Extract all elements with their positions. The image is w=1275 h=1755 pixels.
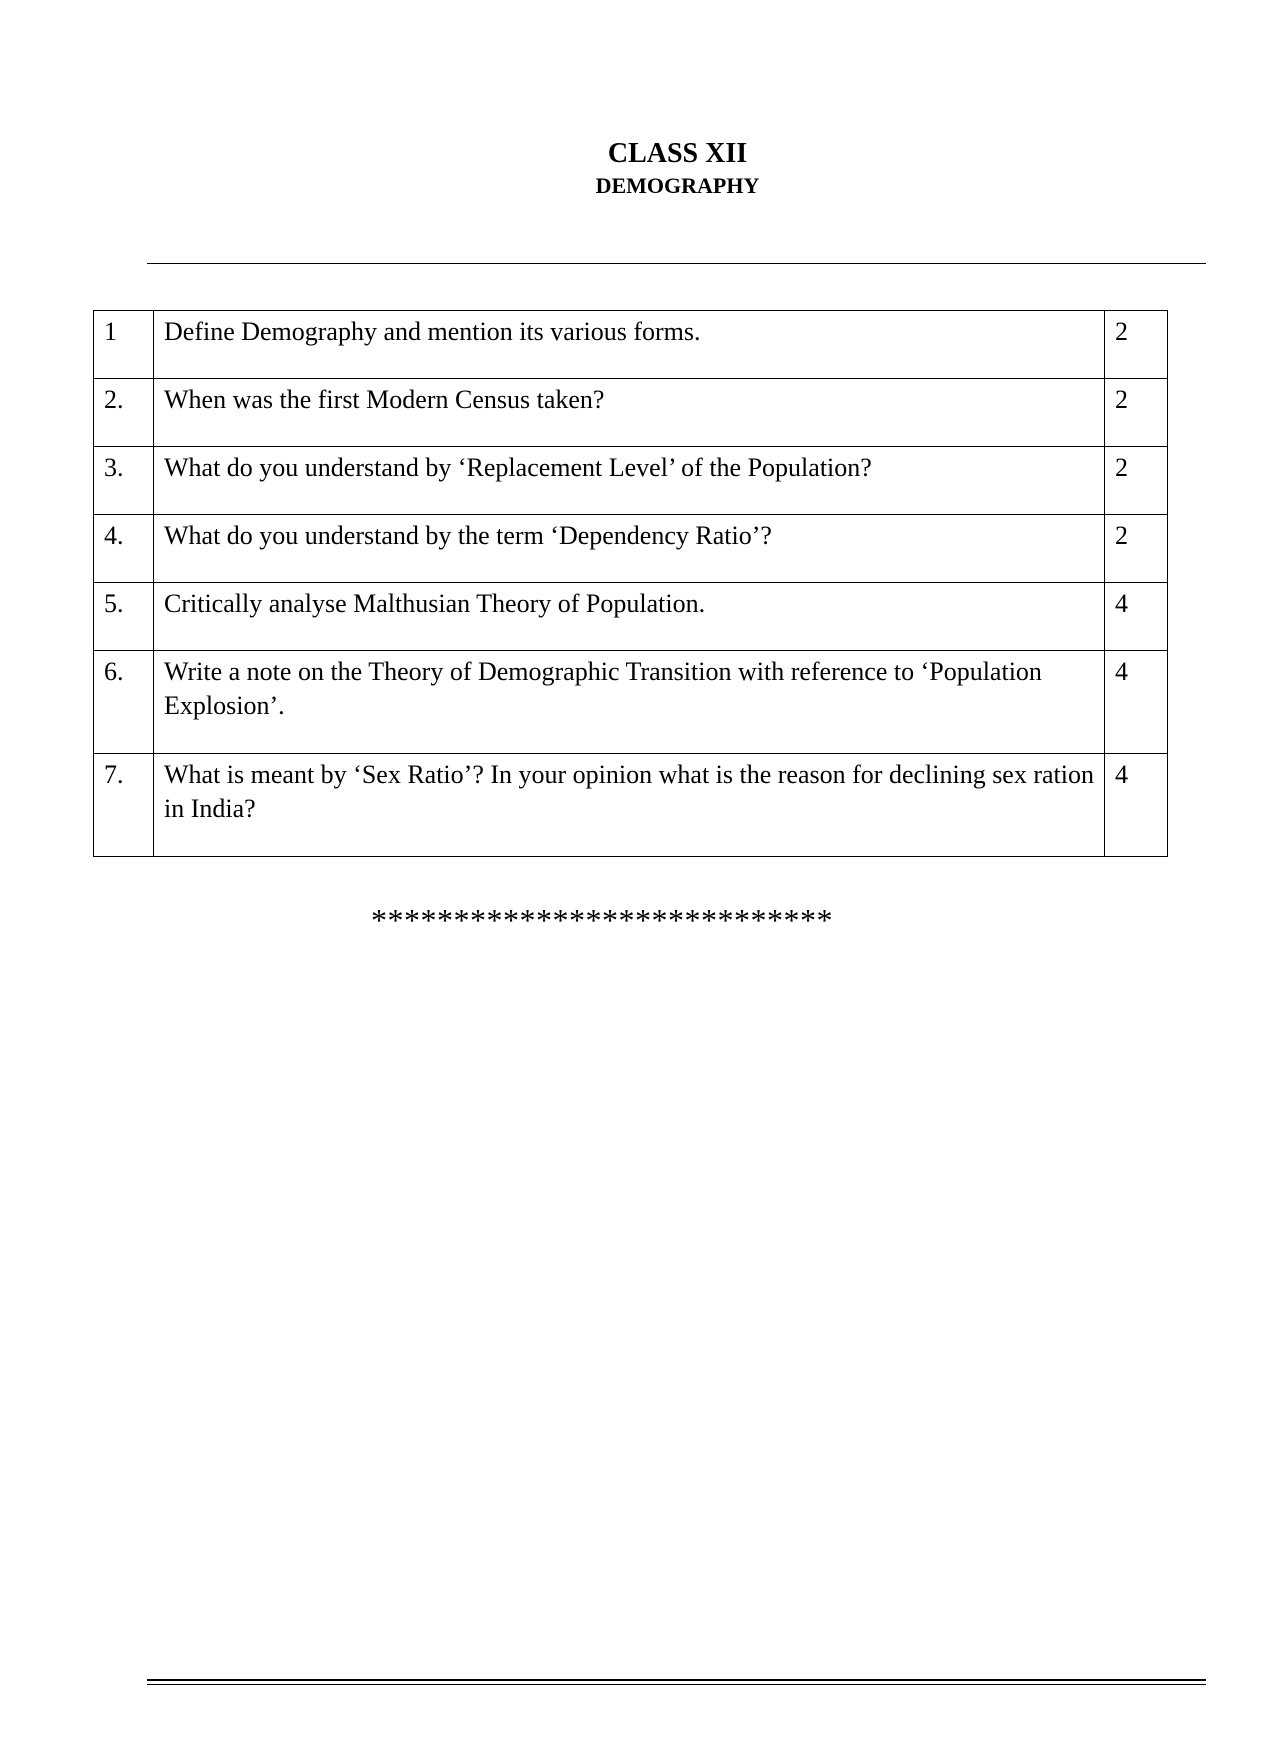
question-marks: 2 <box>1105 311 1168 379</box>
question-marks: 2 <box>1105 447 1168 515</box>
end-separator: **************************** <box>371 902 833 938</box>
top-divider <box>147 263 1206 264</box>
question-marks: 4 <box>1105 754 1168 857</box>
question-marks: 4 <box>1105 583 1168 651</box>
question-number: 2. <box>94 379 154 447</box>
question-text: When was the first Modern Census taken? <box>154 379 1105 447</box>
question-number: 6. <box>94 651 154 754</box>
question-text: What do you understand by ‘Replacement Level’ of the Population? <box>154 447 1105 515</box>
question-number: 4. <box>94 515 154 583</box>
question-text: What is meant by ‘Sex Ratio’? In your opinion what is the reason for declining sex ration in India? <box>154 754 1105 857</box>
table-row <box>94 515 1168 583</box>
question-number: 1 <box>94 311 154 379</box>
table-row <box>94 379 1168 447</box>
page-subtitle: DEMOGRAPHY <box>595 173 760 198</box>
table-row <box>94 651 1168 754</box>
question-number: 5. <box>94 583 154 651</box>
question-text: Define Demography and mention its various forms. <box>154 311 1105 379</box>
question-text: Critically analyse Malthusian Theory of Population. <box>154 583 1105 651</box>
page-title: CLASS XII <box>607 138 748 169</box>
question-number: 7. <box>94 754 154 857</box>
question-marks: 2 <box>1105 379 1168 447</box>
question-text: What do you understand by the term ‘Dependency Ratio’? <box>154 515 1105 583</box>
table-row <box>94 583 1168 651</box>
table-row <box>94 754 1168 857</box>
question-number: 3. <box>94 447 154 515</box>
bottom-divider <box>147 1679 1206 1685</box>
question-marks: 4 <box>1105 651 1168 754</box>
table-row <box>94 311 1168 379</box>
question-marks: 2 <box>1105 515 1168 583</box>
question-text: Write a note on the Theory of Demographic Transition with reference to ‘Population Explosion’. <box>154 651 1105 754</box>
table-row <box>94 447 1168 515</box>
questions-table <box>93 310 1168 857</box>
